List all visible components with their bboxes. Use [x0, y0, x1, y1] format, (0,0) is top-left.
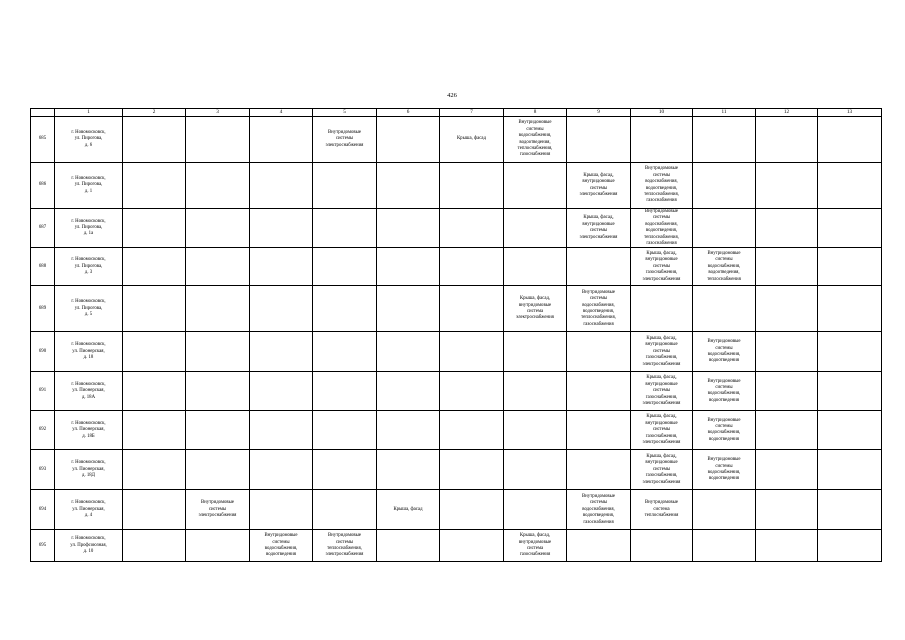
- row-number: 690: [31, 332, 55, 372]
- cell-text: Внутридомовые системы теплоснабжения, электроснабжения: [325, 533, 364, 558]
- table-cell: [313, 411, 377, 450]
- table-row: [31, 163, 882, 209]
- cell-text: Внутридомовые системы водоснабжения, водоотведения: [707, 339, 741, 364]
- row-number: 685: [31, 117, 55, 163]
- table-cell: [123, 332, 186, 372]
- cell-text: Внутридомовые системы электроснабжения: [198, 500, 237, 519]
- row-number: 686: [31, 163, 55, 209]
- row-number: 695: [31, 530, 55, 562]
- address-cell: [55, 530, 123, 562]
- cell-text: Внутридомовые системы водоснабжения, водоотведения, теплоснабжения: [707, 250, 741, 282]
- table-cell: [186, 372, 250, 411]
- cell-text: г. Новомосковск, ул. Пирогова, д. 6: [71, 129, 106, 148]
- table-cell: [186, 286, 250, 332]
- table-cell: [818, 248, 882, 286]
- table-cell: [631, 163, 693, 209]
- cell-text: г. Новомосковск, ул. Пионерская, д. 18Б: [71, 420, 106, 439]
- table-cell: [123, 117, 186, 163]
- table-cell: [567, 117, 631, 163]
- table-cell: [631, 286, 693, 332]
- table-cell: [756, 332, 818, 372]
- table-cell: [818, 209, 882, 248]
- table-cell: [631, 248, 693, 286]
- address-cell: [55, 450, 123, 490]
- table-cell: [440, 286, 504, 332]
- table-cell: [313, 286, 377, 332]
- table-cell: [567, 209, 631, 248]
- header-cell: 11: [693, 109, 756, 117]
- cell-text: Крыша, фасад, внутридомовые системы электроснабжения: [579, 215, 618, 240]
- table-cell: [123, 163, 186, 209]
- table-cell: [504, 372, 567, 411]
- cell-text: Крыша, фасад, внутридомовые системы газоснабжения, электроснабжения: [642, 250, 681, 282]
- table-cell: [504, 163, 567, 209]
- table-cell: [693, 286, 756, 332]
- table-cell: [123, 209, 186, 248]
- table-cell: [250, 411, 313, 450]
- table-cell: [567, 332, 631, 372]
- header-cell: 7: [440, 109, 504, 117]
- table-cell: [818, 490, 882, 530]
- table-cell: [504, 490, 567, 530]
- table-cell: [567, 248, 631, 286]
- address-cell: [55, 163, 123, 209]
- table-cell: [377, 163, 440, 209]
- header-cell: 10: [631, 109, 693, 117]
- table-cell: [504, 332, 567, 372]
- table-cell: [186, 248, 250, 286]
- row-number: 693: [31, 450, 55, 490]
- cell-text: Внутридомовые системы водоснабжения, водоотведения: [264, 533, 298, 558]
- table-cell: [756, 411, 818, 450]
- table-cell: [250, 332, 313, 372]
- table-cell: [693, 450, 756, 490]
- table-cell: [313, 163, 377, 209]
- table-cell: [186, 117, 250, 163]
- cell-text: Внутридомовые система теплоснабжения: [644, 500, 679, 519]
- header-cell: 5: [313, 109, 377, 117]
- table-cell: [818, 163, 882, 209]
- table-row: [31, 372, 882, 411]
- table-cell: [313, 117, 377, 163]
- cell-text: Внутридомовые системы водоснабжения, водоотведения: [707, 417, 741, 442]
- table-cell: [123, 411, 186, 450]
- table-cell: [567, 490, 631, 530]
- cell-text: Крыша, фасад, внутридомовые системы газоснабжения, электроснабжения: [642, 414, 681, 446]
- row-number: 688: [31, 248, 55, 286]
- cell-text: Крыша, фасад, внутридомовые системы газоснабжения, электроснабжения: [642, 375, 681, 407]
- table-cell: [567, 286, 631, 332]
- table-cell: [756, 372, 818, 411]
- table-cell: [123, 530, 186, 562]
- table-cell: [504, 411, 567, 450]
- row-number: 691: [31, 372, 55, 411]
- cell-text: г. Новомосковск, ул. Пионерская, д. 18А: [71, 381, 106, 400]
- address-cell: [55, 411, 123, 450]
- cell-text: Внутридомовые системы водоснабжения, водоотведения: [707, 378, 741, 403]
- header-cell: 6: [377, 109, 440, 117]
- table-cell: [250, 372, 313, 411]
- cell-text: Внутридомовые системы водоснабжения, водоотведения, газоснабжения: [581, 493, 616, 525]
- row-number: 694: [31, 490, 55, 530]
- cell-text: г. Новомосковск, ул. Профсоюзная, д. 10: [70, 536, 107, 555]
- table-cell: [693, 411, 756, 450]
- row-number: 692: [31, 411, 55, 450]
- header-cell: 3: [186, 109, 250, 117]
- row-number: 689: [31, 286, 55, 332]
- table-cell: [123, 286, 186, 332]
- table-cell: [631, 332, 693, 372]
- table-cell: [756, 286, 818, 332]
- table-cell: [250, 530, 313, 562]
- table-row: [31, 248, 882, 286]
- table-cell: [631, 117, 693, 163]
- cell-text: Внутридомовые системы водоснабжения, водоотведения, теплоснабжения, газоснабжения: [517, 120, 553, 158]
- table-cell: [250, 248, 313, 286]
- table-cell: [756, 450, 818, 490]
- table-cell: [756, 530, 818, 562]
- header-cell: 1: [55, 109, 123, 117]
- table-cell: [818, 117, 882, 163]
- cell-text: Крыша, фасад: [456, 136, 487, 142]
- cell-text: Внутридомовые системы водоснабжения, водоотведения, теплоснабжения, газоснабжения: [644, 166, 679, 204]
- table-cell: [631, 411, 693, 450]
- table-cell: [313, 332, 377, 372]
- table-cell: [693, 248, 756, 286]
- address-cell: [55, 490, 123, 530]
- table-cell: [818, 372, 882, 411]
- table-cell: [313, 530, 377, 562]
- table-cell: [123, 248, 186, 286]
- table-cell: [313, 490, 377, 530]
- table-cell: [504, 286, 567, 332]
- table-cell: [123, 490, 186, 530]
- table-cell: [186, 332, 250, 372]
- cell-text: г. Новомосковск, ул. Пирогова, д. 1: [71, 175, 106, 194]
- cell-text: Крыша, фасад, внутридомовые система газоснабжения: [518, 533, 552, 558]
- table-row: [31, 209, 882, 248]
- row-number: 687: [31, 209, 55, 248]
- table-cell: [250, 490, 313, 530]
- table-cell: [756, 490, 818, 530]
- table-cell: [567, 411, 631, 450]
- table-cell: [567, 530, 631, 562]
- table-cell: [377, 117, 440, 163]
- table-cell: [250, 163, 313, 209]
- address-cell: [55, 286, 123, 332]
- table-row: [31, 411, 882, 450]
- table-cell: [377, 450, 440, 490]
- table-cell: [567, 450, 631, 490]
- table-cell: [186, 163, 250, 209]
- header-cell: 2: [123, 109, 186, 117]
- table-cell: [504, 248, 567, 286]
- table-cell: [377, 372, 440, 411]
- cell-text: г. Новомосковск, ул. Пионерская, д. 18: [71, 342, 106, 361]
- cell-text: Внутридомовые системы водоснабжения, водоотведения, теплоснабжения, газоснабжения: [581, 289, 616, 327]
- cell-text: г. Новомосковск, ул. Пирогова, д. 3: [71, 257, 106, 276]
- data-table: [30, 108, 882, 562]
- table-cell: [756, 117, 818, 163]
- header-cell-blank: [31, 109, 55, 117]
- cell-text: Крыша, фасад, внутридомовые системы электроснабжения: [579, 172, 618, 197]
- table-cell: [693, 332, 756, 372]
- address-cell: [55, 117, 123, 163]
- table-cell: [440, 490, 504, 530]
- table-cell: [440, 332, 504, 372]
- table-cell: [693, 490, 756, 530]
- table-cell: [504, 209, 567, 248]
- table-cell: [377, 530, 440, 562]
- table-cell: [377, 411, 440, 450]
- address-cell: [55, 372, 123, 411]
- table-row: [31, 450, 882, 490]
- address-cell: [55, 332, 123, 372]
- cell-text: Крыша, фасад, внутридомовые система электроснабжения: [516, 296, 554, 321]
- header-cell: 9: [567, 109, 631, 117]
- cell-text: г. Новомосковск, ул. Пирогова, д. 1а: [71, 218, 106, 237]
- table-cell: [693, 209, 756, 248]
- table-cell: [631, 490, 693, 530]
- table-cell: [250, 117, 313, 163]
- cell-text: г. Новомосковск, ул. Пионерская, д. 4: [71, 500, 106, 519]
- table-cell: [631, 450, 693, 490]
- table-cell: [567, 163, 631, 209]
- table-cell: [440, 209, 504, 248]
- table-cell: [440, 411, 504, 450]
- table-cell: [631, 372, 693, 411]
- cell-text: Внутридомовые системы водоснабжения, водоотведения, теплоснабжения, газоснабжения: [644, 209, 679, 247]
- table-row: [31, 530, 882, 562]
- table-cell: [440, 372, 504, 411]
- cell-text: Крыша, фасад: [393, 506, 423, 512]
- table-cell: [504, 117, 567, 163]
- address-cell: [55, 209, 123, 248]
- table-cell: [631, 530, 693, 562]
- table-cell: [504, 450, 567, 490]
- cell-text: Крыша, фасад, внутридомовые системы газоснабжения, электроснабжения: [642, 453, 681, 485]
- table-cell: [313, 372, 377, 411]
- table-cell: [123, 372, 186, 411]
- table-row: [31, 117, 882, 163]
- cell-text: г. Новомосковск, ул. Пионерская, д. 18Д: [71, 460, 106, 479]
- table-cell: [693, 163, 756, 209]
- table-cell: [756, 163, 818, 209]
- table-cell: [440, 163, 504, 209]
- table-cell: [440, 530, 504, 562]
- page-number: 426: [447, 92, 457, 99]
- table-cell: [186, 209, 250, 248]
- header-cell: 13: [818, 109, 882, 117]
- table-cell: [818, 286, 882, 332]
- table-cell: [186, 450, 250, 490]
- table-cell: [756, 248, 818, 286]
- table-cell: [250, 450, 313, 490]
- table-cell: [440, 117, 504, 163]
- table-cell: [313, 209, 377, 248]
- table-cell: [693, 530, 756, 562]
- table-cell: [123, 450, 186, 490]
- table-cell: [186, 490, 250, 530]
- address-cell: [55, 248, 123, 286]
- cell-text: Внутридомовые системы водоснабжения, водоотведения: [707, 457, 741, 482]
- cell-text: г. Новомосковск, ул. Пирогова, д. 5: [71, 299, 106, 318]
- table-cell: [377, 332, 440, 372]
- table-cell: [693, 117, 756, 163]
- table-row: [31, 490, 882, 530]
- table-cell: [313, 450, 377, 490]
- table-cell: [250, 209, 313, 248]
- table-cell: [440, 248, 504, 286]
- table-cell: [186, 530, 250, 562]
- table-cell: [504, 530, 567, 562]
- table-cell: [440, 450, 504, 490]
- table-cell: [818, 332, 882, 372]
- table-cell: [631, 209, 693, 248]
- table-cell: [818, 530, 882, 562]
- table-cell: [693, 372, 756, 411]
- table-cell: [756, 209, 818, 248]
- table-cell: [186, 411, 250, 450]
- cell-text: Внутридомовые системы электроснабжения: [325, 129, 364, 148]
- table-cell: [377, 286, 440, 332]
- table-cell: [313, 248, 377, 286]
- table-cell: [377, 209, 440, 248]
- table-cell: [377, 248, 440, 286]
- table-cell: [567, 372, 631, 411]
- header-row: [31, 109, 882, 117]
- table-cell: [818, 411, 882, 450]
- header-cell: 4: [250, 109, 313, 117]
- table-row: [31, 332, 882, 372]
- table-cell: [250, 286, 313, 332]
- table-cell: [377, 490, 440, 530]
- table-cell: [818, 450, 882, 490]
- header-cell: 12: [756, 109, 818, 117]
- table-row: [31, 286, 882, 332]
- cell-text: Крыша, фасад, внутридомовые системы газоснабжения, электроснабжения: [642, 335, 681, 367]
- header-cell: 8: [504, 109, 567, 117]
